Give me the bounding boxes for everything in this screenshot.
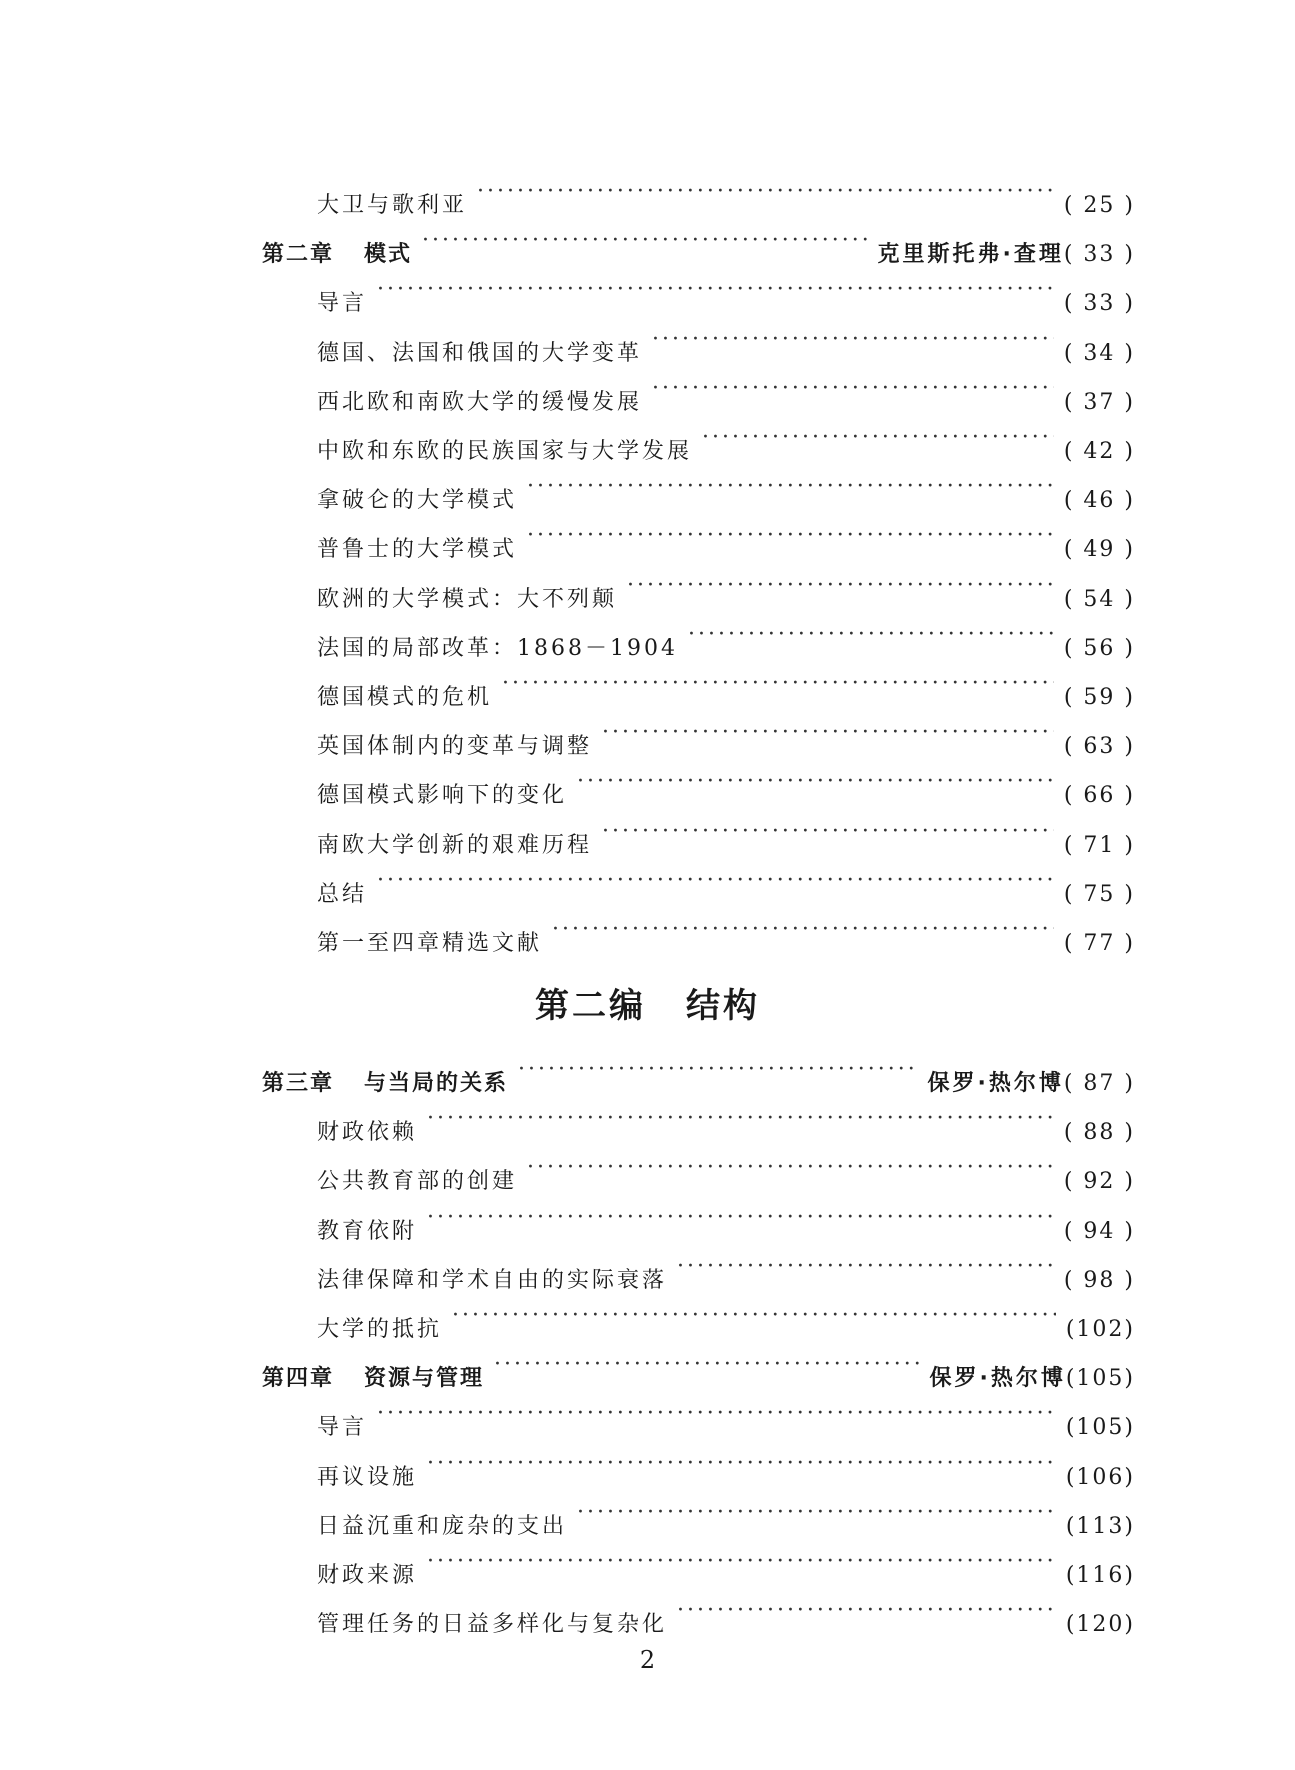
toc-title: 教育依附 (317, 1218, 418, 1244)
dot-leader (494, 1345, 919, 1385)
dot-leader (577, 1493, 1056, 1533)
toc-entry-row (317, 713, 1135, 760)
toc-page-number: ( 37 ) (1063, 389, 1135, 415)
part-heading (0, 978, 1295, 1027)
dot-leader (502, 664, 1054, 704)
toc-title: 德国、法国和俄国的大学变革 (317, 340, 643, 366)
toc-entry-row (317, 516, 1135, 563)
dot-leader (427, 1542, 1056, 1582)
toc-chapter-row (262, 221, 1135, 268)
toc-title: 德国模式的危机 (317, 685, 493, 710)
toc-title: 法律保障和学术自由的实际衰落 (317, 1267, 668, 1293)
dot-leader (702, 418, 1054, 458)
toc-title: 大卫与歌利亚 (317, 193, 468, 218)
toc-title (262, 1359, 484, 1399)
toc-page-number: ( 75 ) (1063, 881, 1135, 907)
toc-chapter-row (262, 1345, 1135, 1392)
toc-title: 总结 (317, 881, 368, 907)
toc-title: 日益沉重和庞杂的支出 (317, 1513, 568, 1539)
toc-page-number: ( 94 ) (1063, 1218, 1135, 1244)
toc-title: 第一至四章精选文献 (317, 931, 543, 956)
toc-entry-row (317, 172, 1135, 218)
page-number: 2 (639, 1646, 656, 1674)
chapter-number: 第二章 (262, 242, 335, 268)
toc-entry-row (317, 320, 1135, 366)
toc-title: 普鲁士的大学模式 (317, 537, 518, 563)
dot-leader (577, 762, 1054, 802)
dot-leader (477, 172, 1054, 212)
toc-chapter-row (262, 1050, 1135, 1096)
dot-leader (552, 910, 1054, 950)
dot-leader (627, 566, 1054, 606)
dot-leader (527, 516, 1054, 556)
toc-title: 导言 (317, 291, 368, 317)
toc-page-number: ( 63 ) (1063, 734, 1135, 760)
toc-page-number: (102) (1065, 1317, 1135, 1342)
dot-leader (688, 615, 1054, 655)
dot-leader (602, 812, 1054, 852)
toc-page-number: ( 42 ) (1063, 439, 1135, 464)
toc-page-number: ( 87 ) (1063, 1071, 1135, 1096)
chapter-author: 克里斯托弗·查理 (877, 242, 1064, 268)
toc-title: 导言 (317, 1415, 368, 1441)
toc-entry-row (317, 910, 1135, 956)
toc-page-number: ( 33 ) (1063, 242, 1135, 268)
dot-leader (652, 320, 1054, 360)
toc-entry-row (317, 1444, 1135, 1490)
dot-leader (427, 1198, 1054, 1238)
toc-title (262, 1064, 508, 1104)
dot-leader (518, 1050, 917, 1090)
dot-leader (377, 1394, 1056, 1434)
dot-leader (422, 221, 867, 261)
dot-leader (527, 1148, 1054, 1188)
toc-entry-row (317, 1148, 1135, 1195)
toc-page-number: ( 92 ) (1063, 1169, 1135, 1195)
dot-leader (677, 1247, 1054, 1287)
part-heading-title: 结构 (686, 986, 760, 1026)
chapter-author: 保罗·热尔博 (927, 1071, 1064, 1096)
dot-leader (527, 467, 1054, 507)
toc-title: 大学的抵抗 (317, 1317, 443, 1342)
chapter-number: 第三章 (262, 1071, 335, 1096)
toc-page-number: ( 56 ) (1063, 635, 1135, 661)
dot-leader (427, 1444, 1056, 1484)
toc-page-number: ( 34 ) (1063, 340, 1135, 366)
dot-leader (652, 369, 1054, 409)
toc-page-number: ( 66 ) (1063, 783, 1135, 809)
toc-entry-row (317, 418, 1135, 464)
toc-page-number: (105) (1065, 1415, 1135, 1441)
chapter-author: 保罗·热尔博 (929, 1366, 1066, 1392)
toc-page-number: ( 25 ) (1063, 193, 1135, 218)
toc-entry-row (317, 812, 1135, 858)
toc-entry-row (317, 1542, 1135, 1588)
dot-leader (427, 1099, 1054, 1139)
toc-title: 南欧大学创新的艰难历程 (317, 832, 593, 858)
toc-title (262, 235, 412, 275)
toc-page-number: ( 88 ) (1063, 1120, 1135, 1146)
toc-title: 财政来源 (317, 1563, 418, 1588)
dot-leader (452, 1296, 1056, 1336)
toc-entry-row (317, 1247, 1135, 1293)
toc-entry-row (317, 861, 1135, 907)
toc-entry-row (317, 566, 1135, 612)
dot-leader (377, 861, 1054, 901)
dot-leader (377, 270, 1054, 310)
toc-title: 西北欧和南欧大学的缓慢发展 (317, 389, 643, 415)
toc-title: 财政依赖 (317, 1120, 418, 1146)
toc-page-number: ( 33 ) (1063, 291, 1135, 317)
chapter-title: 模式 (364, 242, 413, 268)
toc-page-number: ( 77 ) (1063, 931, 1135, 956)
chapter-number: 第四章 (262, 1366, 335, 1392)
toc-entry-row (317, 1198, 1135, 1244)
toc-entry-row (317, 1493, 1135, 1539)
toc-entry-row (317, 615, 1135, 661)
toc-title: 拿破仑的大学模式 (317, 488, 518, 514)
toc-title: 英国体制内的变革与调整 (317, 734, 593, 760)
toc-entry-row (317, 270, 1135, 317)
toc-entry-row (317, 467, 1135, 514)
toc-title: 管理任务的日益多样化与复杂化 (317, 1612, 668, 1638)
dot-leader (677, 1591, 1056, 1631)
toc-page-number: (106) (1065, 1464, 1135, 1490)
toc-title: 公共教育部的创建 (317, 1169, 518, 1195)
dot-leader (602, 713, 1054, 753)
toc-page-number: ( 59 ) (1063, 685, 1135, 710)
toc-title: 法国的局部改革：1868－1904 (317, 635, 678, 661)
toc-title: 中欧和东欧的民族国家与大学发展 (317, 439, 693, 464)
toc-entry-row (317, 762, 1135, 809)
toc-entry-row (317, 1099, 1135, 1146)
toc-entry-row (317, 664, 1135, 710)
chapter-title: 与当局的关系 (364, 1071, 509, 1096)
toc-entry-row (317, 1591, 1135, 1638)
toc-title: 德国模式影响下的变化 (317, 783, 568, 809)
toc-title: 欧洲的大学模式：大不列颠 (317, 586, 618, 612)
toc-page-number: (113) (1065, 1513, 1135, 1539)
toc-page-number: ( 46 ) (1063, 488, 1135, 514)
toc-entry-row (317, 1296, 1135, 1342)
toc-page-number: ( 98 ) (1063, 1267, 1135, 1293)
toc-page-number: (116) (1065, 1563, 1135, 1588)
toc-entry-row (317, 369, 1135, 415)
toc-page-number: ( 71 ) (1063, 832, 1135, 858)
toc-title: 再议设施 (317, 1464, 418, 1490)
toc-entry-row (317, 1394, 1135, 1441)
toc-page-number: ( 49 ) (1063, 537, 1135, 563)
part-heading-label: 第二编 (535, 986, 646, 1026)
toc-page-number: (120) (1065, 1612, 1135, 1638)
chapter-title: 资源与管理 (364, 1366, 485, 1392)
toc-page-number: (105) (1065, 1366, 1135, 1392)
toc-page-number: ( 54 ) (1063, 586, 1135, 612)
